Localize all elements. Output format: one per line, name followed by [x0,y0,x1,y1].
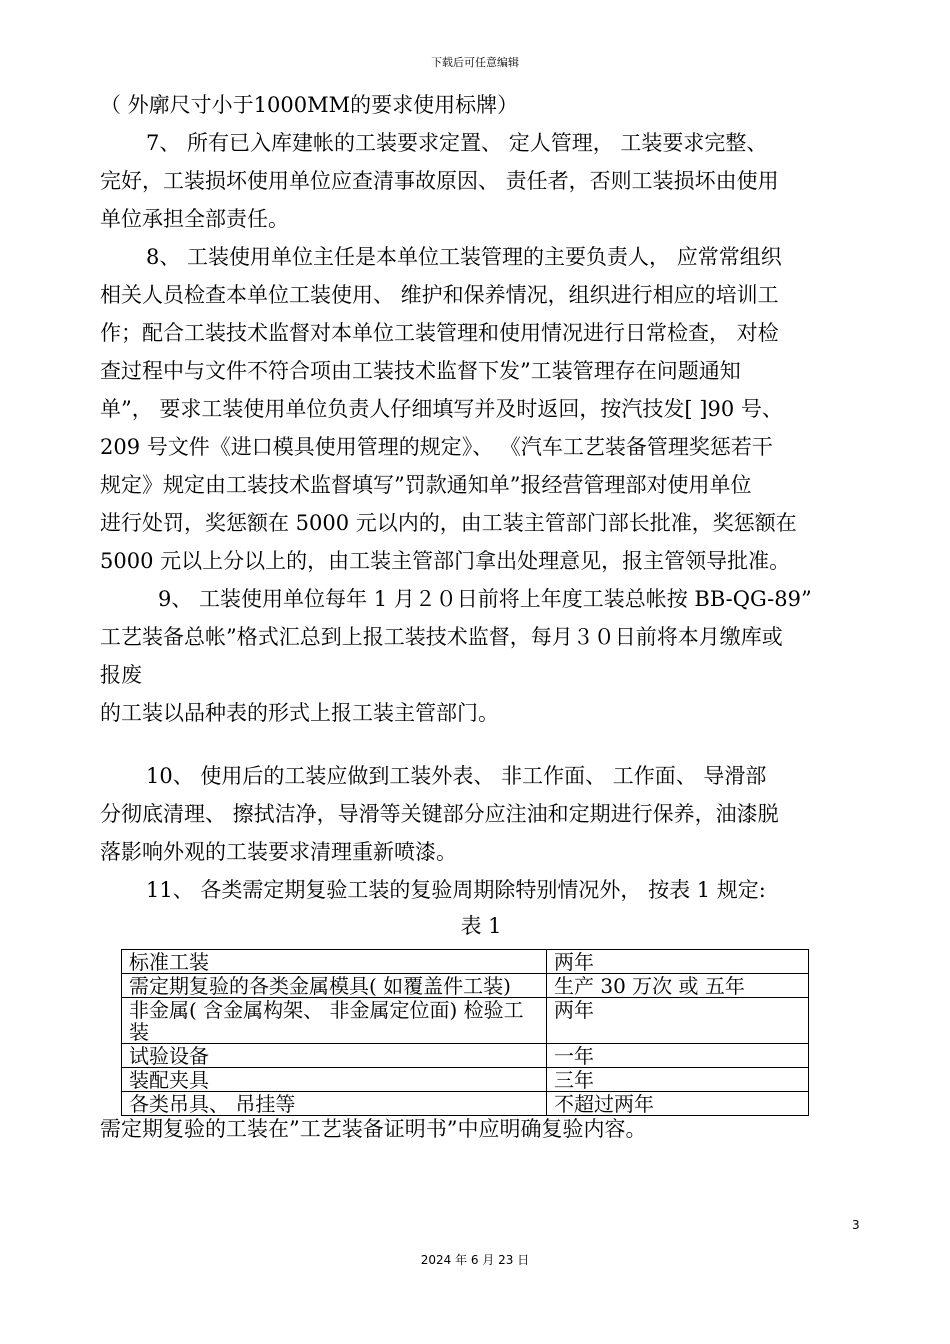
document-body [100,86,862,1142]
text-line: 规定》规定由工装技术监督填写”罚款通知单”报经营管理部对使用单位 [100,473,752,497]
page-footer-date: 2024 年 6 月 23 日 [420,1253,530,1267]
table-cell: 生产 30 万次 或 五年 [547,974,809,998]
table-cell: 装配夹具 [122,1068,547,1092]
text-line: 11、 各类需定期复验工装的复验周期除特别情况外， 按表 1 规定: [146,878,766,902]
table-cell: 三年 [547,1068,809,1092]
table-cell: 试验设备 [122,1044,547,1068]
table-cell: 标准工装 [122,950,547,974]
table-cell: 需定期复验的各类金属模具( 如覆盖件工装) [122,974,547,998]
page-header: 下载后可任意编辑 [431,56,519,69]
text-line: 报废 [100,663,142,687]
text-line: 查过程中与文件不符合项由工装技术监督下发”工装管理存在问题通知 [100,359,741,383]
text-line: 8、 工装使用单位主任是本单位工装管理的主要负责人， 应常常组织 [146,245,782,269]
paragraph-gap [100,732,862,757]
table-cell: 非金属( 含金属构架、 非金属定位面) 检验工装 [122,998,547,1044]
text-line: 209 号文件《进口模具使用管理的规定》、 《汽车工艺装备管理奖惩若干 [100,435,773,459]
page-number: 3 [852,1218,860,1232]
text-line: 工艺装备总帐”格式汇总到上报工装技术监督，每月３０日前将本月缴库或 [100,625,783,649]
text-line: 需定期复验的工装在”工艺装备证明书”中应明确复验内容。 [100,1117,647,1141]
text-line: 完好，工装损坏使用单位应查清事故原因、 责任者，否则工装损坏由使用 [100,169,779,193]
table-caption: 表 1 [460,914,502,938]
table-cell: 一年 [547,1044,809,1068]
text-line: 9、 工装使用单位每年 1 月２０日前将上年度工装总帐按 BB-QG-89” [158,587,812,611]
table-cell: 不超过两年 [547,1092,809,1116]
text-line: 落影响外观的工装要求清理重新喷漆。 [100,840,457,864]
text-line: 单”， 要求工装使用单位负责人仔细填写并及时返回，按汽技发[ ]90 号、 [100,397,783,421]
text-line: 的工装以品种表的形式上报工装主管部门。 [100,701,499,725]
table-row [122,950,809,974]
text-line: 相关人员检查本单位工装使用、 维护和保养情况，组织进行相应的培训工 [100,283,779,307]
text-line: 分彻底清理、 擦拭洁净，导滑等关键部分应注油和定期进行保养，油漆脱 [100,802,779,826]
table-cell: 各类吊具、 吊挂等 [122,1092,547,1116]
text-line: 5000 元以上分以上的，由工装主管部门拿出处理意见，报主管领导批准。 [100,549,791,573]
review-cycle-table [121,949,809,1116]
table-row [122,1092,809,1116]
text-line: 进行处罚，奖惩额在 5000 元以内的，由工装主管部门部长批准，奖惩额在 [100,511,797,535]
text-line: （ 外廓尺寸小于1000MM的要求使用标牌） [100,93,519,117]
text-line: 10、 使用后的工装应做到工装外表、 非工作面、 工作面、 导滑部 [146,764,767,788]
table-row [122,998,809,1044]
text-line: 7、 所有已入库建帐的工装要求定置、 定人管理， 工装要求完整、 [146,131,768,155]
text-line: 作；配合工装技术监督对本单位工装管理和使用情况进行日常检查， 对检 [100,321,779,345]
table-row [122,1068,809,1092]
table-cell: 两年 [547,950,809,974]
table-cell: 两年 [547,998,809,1044]
table-row [122,1044,809,1068]
text-line: 单位承担全部责任。 [100,207,289,231]
table-row [122,974,809,998]
